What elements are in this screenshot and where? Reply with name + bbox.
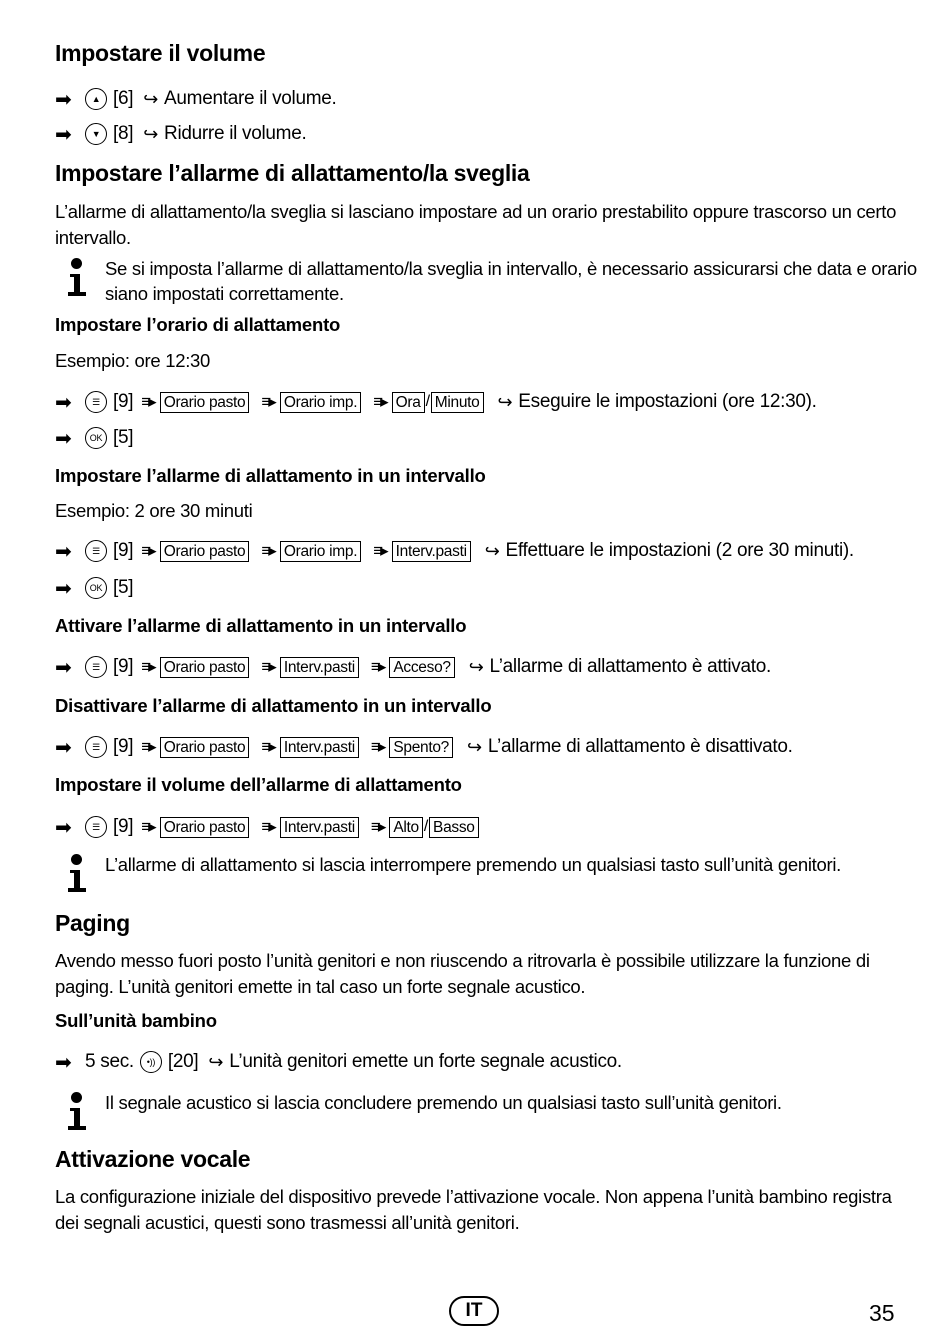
result-arrow-icon: ↪	[143, 123, 159, 144]
menu-button-icon: ☰	[85, 656, 107, 678]
menu-nav-icon: ≡▸	[373, 541, 386, 560]
menu-nav-icon: ≡▸	[261, 541, 274, 560]
menu-orario-pasto: Orario pasto	[160, 392, 250, 413]
heading-child-unit: Sull’unità bambino	[55, 1010, 217, 1031]
arrow-right-icon: ➡	[55, 88, 72, 111]
arrow-right-icon: ➡	[55, 123, 72, 146]
up-button-icon: ▲	[85, 88, 107, 110]
ok-button-icon: OK	[85, 427, 107, 449]
arrow-right-icon: ➡	[55, 816, 72, 839]
result-arrow-icon: ↪	[468, 656, 484, 677]
step-deactivate: ➡ ☰ [9] ≡▸ Orario pasto ≡▸ Interv.pasti ≡▸ Spento? ↪ L’allarme di allattamento è disattivato.	[55, 736, 793, 759]
menu-alto: Alto	[389, 817, 423, 838]
menu-basso: Basso	[429, 817, 479, 838]
time-example: Esempio: ore 12:30	[55, 350, 211, 371]
alarm-intro: L’allarme di allattamento/la sveglia si lasciano impostare ad un orario prestabilito oppure trascorso un certo intervallo.	[55, 201, 897, 248]
paging-button-icon: •))	[140, 1051, 162, 1073]
heading-voice: Attivazione vocale	[55, 1146, 251, 1172]
arrow-right-icon: ➡	[55, 736, 72, 759]
step-time-menu: ➡ ☰ [9] ≡▸ Orario pasto ≡▸ Orario imp. ≡▸ Ora / Minuto ↪ Eseguire le impostazioni (ore 12:30).	[55, 391, 817, 414]
step-interval-menu: ➡ ☰ [9] ≡▸ Orario pasto ≡▸ Orario imp. ≡▸ Interv.pasti ↪ Effettuare le impostazioni (2 ore 30 minuti).	[55, 540, 854, 563]
menu-orario-pasto: Orario pasto	[160, 541, 250, 562]
menu-nav-icon: ≡▸	[261, 657, 274, 676]
info-icon	[67, 854, 87, 889]
heading-alarm-volume: Impostare il volume dell’allarme di allattamento	[55, 774, 462, 795]
paging-intro: Avendo messo fuori posto l’unità genitori e non riuscendo a ritrovarla è possibile utilizzare la funzione di paging. L’unità genitori emette in tal caso un forte segnale acustico.	[55, 950, 870, 997]
menu-orario-pasto: Orario pasto	[160, 817, 250, 838]
language-badge: IT	[449, 1296, 499, 1326]
info-icon	[67, 258, 87, 293]
heading-alarm: Impostare l’allarme di allattamento/la sveglia	[55, 160, 530, 186]
arrow-right-icon: ➡	[55, 391, 72, 414]
menu-button-icon: ☰	[85, 816, 107, 838]
menu-nav-icon: ≡▸	[141, 817, 154, 836]
ok-button-icon: OK	[85, 577, 107, 599]
page-number: 35	[869, 1300, 895, 1326]
menu-interv-pasti: Interv.pasti	[392, 541, 471, 562]
menu-orario-imp: Orario imp.	[280, 541, 361, 562]
menu-minuto: Minuto	[431, 392, 484, 413]
menu-spento: Spento?	[389, 737, 453, 758]
menu-nav-icon: ≡▸	[261, 817, 274, 836]
menu-nav-icon: ≡▸	[141, 541, 154, 560]
step-activate: ➡ ☰ [9] ≡▸ Orario pasto ≡▸ Interv.pasti ≡▸ Acceso? ↪ L’allarme di allattamento è attivato.	[55, 656, 771, 679]
menu-nav-icon: ≡▸	[261, 392, 274, 411]
menu-nav-icon: ≡▸	[370, 737, 384, 756]
menu-nav-icon: ≡▸	[370, 657, 384, 676]
arrow-right-icon: ➡	[55, 427, 72, 450]
step-volume-down: ➡ ▼ [8] ↪ Ridurre il volume.	[55, 123, 307, 146]
menu-nav-icon: ≡▸	[373, 392, 386, 411]
menu-interv-pasti: Interv.pasti	[280, 737, 359, 758]
menu-button-icon: ☰	[85, 540, 107, 562]
step-paging: ➡ 5 sec. •)) [20] ↪ L’unità genitori emette un forte segnale acustico.	[55, 1051, 622, 1074]
info-icon	[67, 1092, 87, 1127]
arrow-right-icon: ➡	[55, 656, 72, 679]
down-button-icon: ▼	[85, 123, 107, 145]
heading-paging: Paging	[55, 910, 130, 936]
arrow-right-icon: ➡	[55, 1051, 72, 1074]
menu-nav-icon: ≡▸	[141, 392, 154, 411]
result-arrow-icon: ↪	[467, 736, 482, 757]
step-alarm-volume: ➡ ☰ [9] ≡▸ Orario pasto ≡▸ Interv.pasti ≡▸ Alto / Basso	[55, 813, 489, 841]
result-arrow-icon: ↪	[208, 1051, 224, 1072]
menu-button-icon: ☰	[85, 736, 107, 758]
interval-example: Esempio: 2 ore 30 minuti	[55, 500, 253, 521]
heading-time: Impostare l’orario di allattamento	[55, 314, 341, 335]
menu-interv-pasti: Interv.pasti	[280, 817, 359, 838]
result-arrow-icon: ↪	[497, 391, 513, 412]
menu-acceso: Acceso?	[389, 657, 454, 678]
menu-ora: Ora	[392, 392, 425, 413]
heading-volume: Impostare il volume	[55, 40, 266, 66]
arrow-right-icon: ➡	[55, 540, 72, 563]
step-volume-up: ➡ ▲ [6] ↪ Aumentare il volume.	[55, 88, 337, 111]
arrow-right-icon: ➡	[55, 577, 72, 600]
menu-nav-icon: ≡▸	[141, 657, 154, 676]
menu-nav-icon: ≡▸	[141, 737, 154, 756]
menu-interv-pasti: Interv.pasti	[280, 657, 359, 678]
menu-nav-icon: ≡▸	[261, 737, 274, 756]
voice-text: La configurazione iniziale del dispositivo prevede l’attivazione vocale. Non appena l’unità bambino registra dei segnali acustici, questi sono trasmessi all’unità genitori.	[55, 1186, 892, 1233]
menu-button-icon: ☰	[85, 391, 107, 413]
heading-activate: Attivare l’allarme di allattamento in un intervallo	[55, 615, 467, 636]
result-arrow-icon: ↪	[484, 540, 500, 561]
menu-orario-imp: Orario imp.	[280, 392, 361, 413]
step-interval-ok: ➡ OK [5]	[55, 577, 134, 600]
menu-orario-pasto: Orario pasto	[160, 737, 250, 758]
menu-orario-pasto: Orario pasto	[160, 657, 250, 678]
menu-nav-icon: ≡▸	[370, 817, 384, 836]
step-time-ok: ➡ OK [5]	[55, 427, 134, 450]
heading-deactivate: Disattivare l’allarme di allattamento in un intervallo	[55, 695, 492, 716]
heading-interval: Impostare l’allarme di allattamento in un intervallo	[55, 465, 486, 486]
result-arrow-icon: ↪	[143, 88, 159, 109]
